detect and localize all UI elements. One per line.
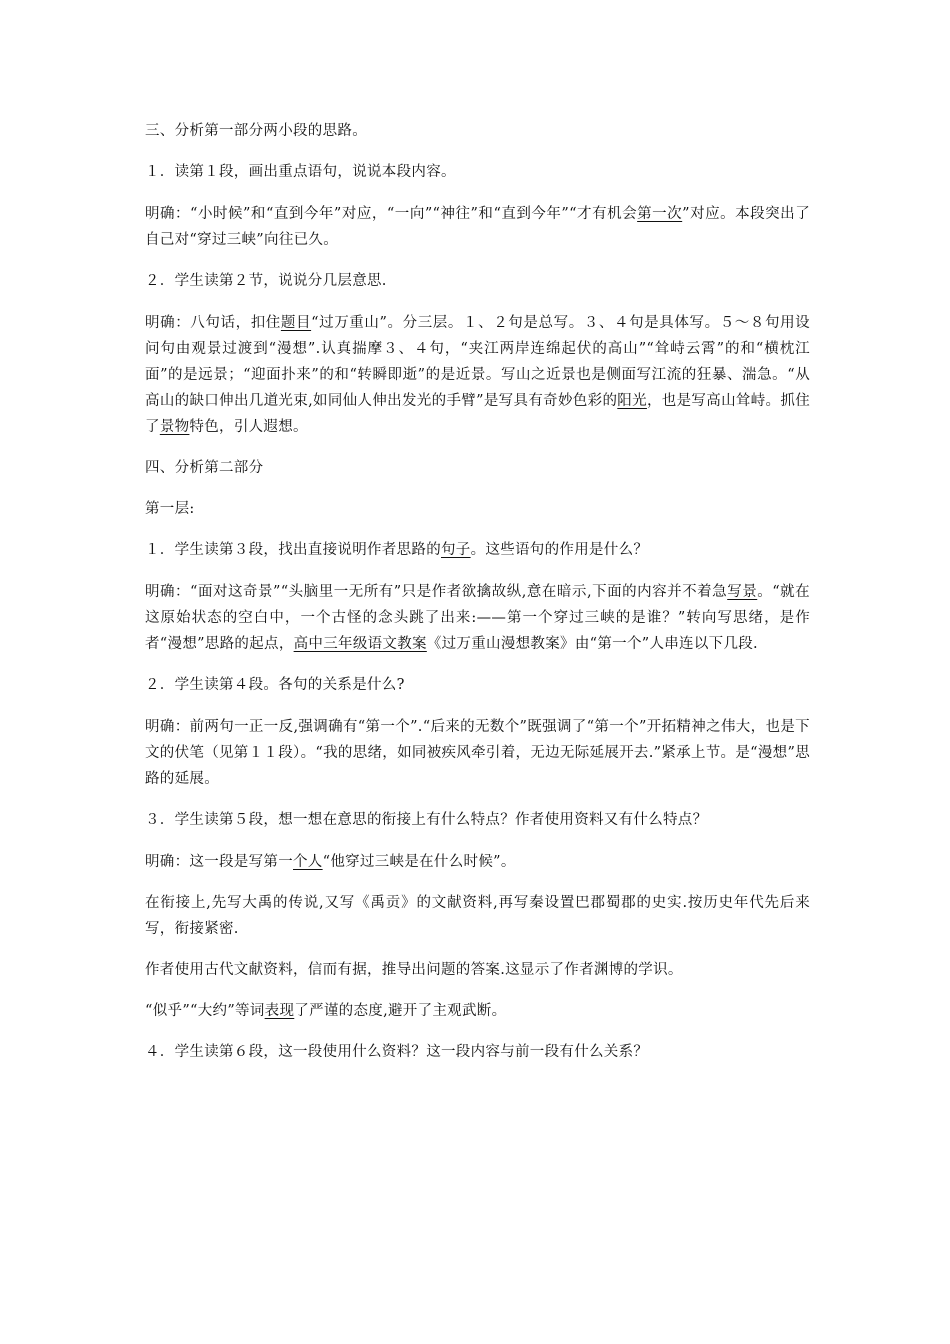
text-run: 明确：前两句一正一反,强调确有“第一个”.“后来的无数个”既强调了“第一个”开拓精神之伟大，也是下文的伏笔（见第１１段）。“我的思绪，如同被疾风牵引着，无边无际延展开去.”紧承上节。是“漫想”思路的延展。: [145, 719, 810, 787]
underlined-link[interactable]: 写景: [727, 584, 758, 600]
underlined-link[interactable]: 景物: [159, 419, 190, 435]
document-page: [145, 118, 810, 1081]
question-2: [145, 268, 810, 294]
question-5: [145, 807, 810, 833]
text-run: １．学生读第３段，找出直接说明作者思路的: [145, 542, 441, 558]
underlined-link[interactable]: 高中三年级语文教案: [293, 636, 427, 652]
text-run: 三、分析第一部分两小段的思路。: [145, 123, 367, 139]
text-run: ，也是写高山耸峙。抓住了: [145, 393, 810, 435]
text-run: 《过万重山漫想教案》由“第一个”人串连以下几段.: [426, 636, 758, 652]
text-run: 明确：八句话，扣住: [145, 315, 281, 331]
question-1: [145, 159, 810, 185]
text-run: ２．学生读第２节，说说分几层意思.: [145, 273, 387, 289]
text-run: １．读第１段，画出重点语句，说说本段内容。: [145, 164, 456, 180]
text-run: ”对应。本段突出了自己对“穿过三峡”向往已久。: [145, 206, 810, 248]
answer-5-detail-3: [145, 998, 810, 1024]
text-run: 明确：这一段是写第一: [145, 854, 293, 870]
answer-5-detail-1: [145, 890, 810, 942]
question-6: [145, 1039, 810, 1065]
underlined-link[interactable]: 题目: [280, 315, 312, 331]
section-heading-4: [145, 455, 810, 481]
section-heading-3: [145, 118, 810, 144]
answer-5: [145, 849, 810, 875]
text-run: ４．学生读第６段，这一段使用什么资料？这一段内容与前一段有什么关系？: [145, 1044, 649, 1060]
text-run: 特色，引人遐想。: [189, 419, 308, 435]
text-run: 。这些语句的作用是什么？: [470, 542, 649, 558]
text-run: “似乎”“大约”等词: [145, 1003, 265, 1019]
answer-1: [145, 201, 810, 253]
text-run: “过万重山”。分三层。１、２句是总写。３、４句是具体写。５～８句用设问句由观景过渡到“漫想”.认真揣摩３、４句，“夹江两岸连绵起伏的高山”“耸峙云霄”的和“横枕江面”的是远景；“迎面扑来”的和“转瞬即逝”的是近景。写山之近景也是侧面写江流的狂暴、湍急。“从高山的缺口伸出几道光束,如同仙人伸出发光的手臂”是写具有奇妙色彩的: [145, 315, 810, 409]
underlined-link[interactable]: 个人: [293, 854, 323, 870]
text-run: 作者使用古代文献资料，信而有据，推导出问题的答案.这显示了作者渊博的学识。: [145, 962, 683, 978]
text-run: 明确：“面对这奇景”“头脑里一无所有”只是作者欲擒故纵,意在暗示,下面的内容并不着急: [145, 584, 728, 600]
answer-3: [145, 579, 810, 657]
text-run: 四、分析第二部分: [145, 460, 264, 476]
question-4: [145, 672, 810, 698]
text-run: ２．学生读第４段。各句的关系是什么?: [145, 677, 405, 693]
answer-5-detail-2: [145, 957, 810, 983]
underlined-link[interactable]: 句子: [441, 542, 471, 558]
answer-2: [145, 310, 810, 440]
text-run: 在衔接上,先写大禹的传说,又写《禹贡》的文献资料,再写秦设置巴郡蜀郡的史实.按历史年代先后来写，衔接紧密.: [145, 895, 810, 937]
question-3: [145, 537, 810, 563]
text-run: ３．学生读第５段，想一想在意思的衔接上有什么特点？作者使用资料又有什么特点？: [145, 812, 708, 828]
text-run: 了严谨的态度,避开了主观武断。: [294, 1003, 507, 1019]
text-run: 。“就在这原始状态的空白中，一个古怪的念头跳了出来:——第一个穿过三峡的是谁？”转向写思绪，是作者“漫想”思路的起点，: [145, 584, 810, 652]
answer-4: [145, 714, 810, 792]
underlined-link[interactable]: 阳光: [617, 393, 647, 409]
text-run: 明确：“小时候”和“直到今年”对应，“一向”“神往”和“直到今年”“才有机会: [145, 206, 638, 222]
layer-heading: [145, 496, 810, 522]
text-run: 第一层:: [145, 501, 195, 517]
underlined-link[interactable]: 第一次: [637, 206, 683, 222]
text-run: “他穿过三峡是在什么时候”。: [322, 854, 516, 870]
underlined-link[interactable]: 表现: [264, 1003, 295, 1019]
